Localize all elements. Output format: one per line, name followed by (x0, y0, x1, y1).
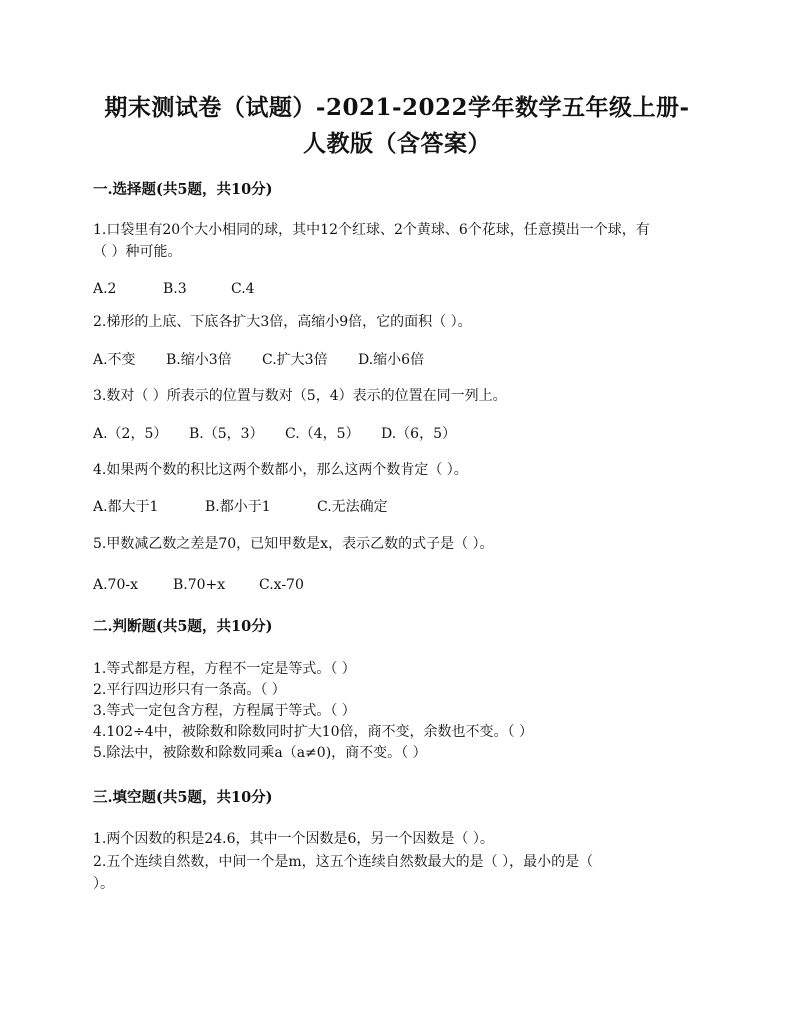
option-c: C.4 (231, 281, 255, 297)
question-5-text: 5.甲数减乙数之差是70，已知甲数是x，表示乙数的式子是（ ）。 (93, 536, 494, 552)
list-item: 2.平行四边形只有一条高。（ ） (93, 682, 286, 698)
option-c: C.x-70 (259, 577, 304, 593)
fill-question-2-line-1: 2.五个连续自然数，中间一个是m，这五个连续自然数最大的是（ ），最小的是（ (93, 854, 594, 870)
question-4-text: 4.如果两个数的积比这两个数都小，那么这两个数肯定（ ）。 (93, 462, 468, 478)
option-d: D.（6，5） (381, 426, 456, 442)
option-a: A.70-x (93, 577, 139, 593)
question-1-options (93, 279, 255, 299)
list-item: 5.除法中，被除数和除数同乘a（a≠0)，商不变。（ ） (93, 745, 427, 761)
question-1-text-line-2: （ ）种可能。 (93, 244, 182, 260)
question-1-text-line-1: 1.口袋里有20个大小相同的球，其中12个红球、2个黄球、6个花球，任意摸出一个球，有 (93, 222, 650, 238)
option-b: B.3 (163, 281, 187, 297)
option-c: C.（4，5） (285, 426, 360, 442)
option-a: A.（2，5） (93, 426, 168, 442)
section-heading-fill-blank: 三.填空题(共5题，共10分) (93, 789, 273, 806)
list-item: 3.等式一定包含方程，方程属于等式。（ ） (93, 703, 356, 719)
question-2-options (93, 350, 424, 370)
question-2-text: 2.梯形的上底、下底各扩大3倍，高缩小9倍，它的面积（ ）。 (93, 314, 472, 330)
option-d: D.缩小6倍 (358, 352, 425, 368)
question-4-options (93, 497, 388, 517)
list-item: 4.102÷4中，被除数和除数同时扩大10倍，商不变，余数也不变。（ ） (93, 724, 533, 740)
option-a: A.不变 (93, 352, 136, 368)
section-heading-choice: 一.选择题(共5题，共10分) (93, 181, 273, 198)
option-b: B.缩小3倍 (166, 352, 232, 368)
option-b: B.都小于1 (205, 499, 271, 515)
option-c: C.扩大3倍 (262, 352, 328, 368)
option-c: C.无法确定 (317, 499, 388, 515)
option-a: A.都大于1 (93, 499, 159, 515)
question-3-text: 3.数对（ ）所表示的位置与数对（5，4）表示的位置在同一列上。 (93, 388, 507, 404)
fill-question-1: 1.两个因数的积是24.6，其中一个因数是6，另一个因数是（ ）。 (93, 831, 494, 847)
question-5-options (93, 575, 304, 595)
section-heading-true-false: 二.判断题(共5题，共10分) (93, 618, 273, 635)
fill-question-2-line-2: ）。 (93, 876, 114, 892)
question-3-options (93, 424, 456, 444)
document-title-line-2: 人教版（含答案） (303, 130, 491, 157)
list-item: 1.等式都是方程，方程不一定是等式。（ ） (93, 661, 356, 677)
option-b: B.（5，3） (189, 426, 264, 442)
option-b: B.70+x (173, 577, 226, 593)
option-a: A.2 (93, 281, 117, 297)
document-title-line-1: 期末测试卷（试题）-2021-2022学年数学五年级上册- (104, 94, 690, 121)
